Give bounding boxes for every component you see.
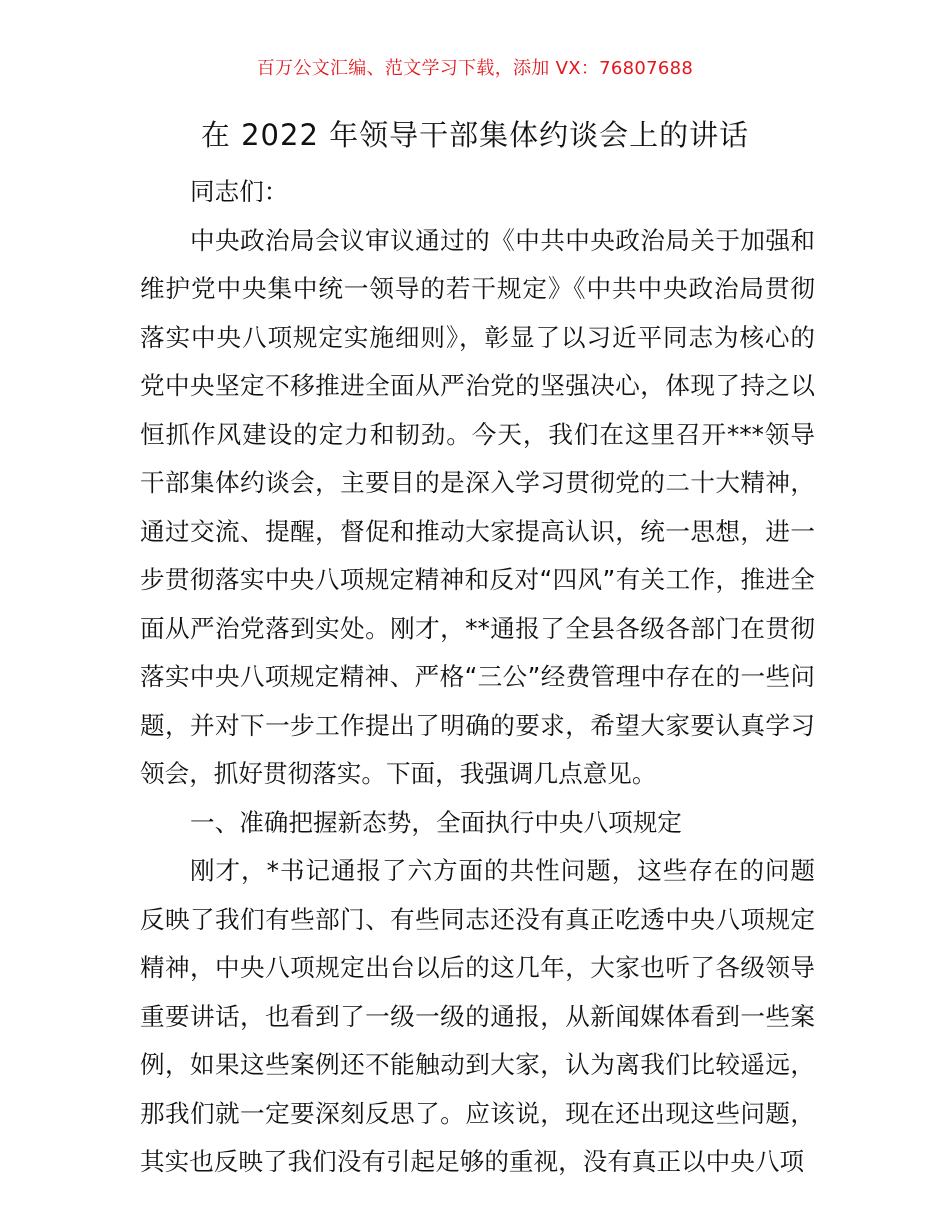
paragraph-intro: 中央政治局会议审议通过的《中共中央政治局关于加强和维护党中央集中统一领导的若干规定》《中共中央政治局贯彻落实中央八项规定实施细则》，彰显了以习近平同志为核心的党中央坚定不移推进全面从严治党的坚强决心，体现了持之以恒抓作风建设的定力和韧劲。今天，我们在这里召开***领导干部集体约谈会，主要目的是深入学习贯彻党的二十大精神，通过交流、提醒，督促和推动大家提高认识，统一思想，进一步贯彻落实中央八项规定精神和反对“四风”有关工作，推进全面从严治党落到实处。刚才，**通报了全县各级各部门在贯彻落实中央八项规定精神、严格“三公”经费管理中存在的一些问题，并对下一步工作提出了明确的要求，希望大家要认真学习领会，抓好贯彻落实。下面，我强调几点意见。 [140, 225, 816, 788]
document-body [140, 168, 815, 1187]
section-heading: 一、准确把握新态势，全面执行中央八项规定 [190, 807, 682, 837]
document-title: 在 2022 年领导干部集体约谈会上的讲话 [200, 118, 750, 152]
paragraph-section-1: 刚才，*书记通报了六方面的共性问题，这些存在的问题反映了我们有些部门、有些同志还没有真正吃透中央八项规定精神，中央八项规定出台以后的这几年，大家也听了各级领导重要讲话，也看到了一级一级的通报，从新闻媒体看到一些案例，如果这些案例还不能触动到大家，认为离我们比较遥远，那我们就一定要深刻反思了。应该说，现在还出现这些问题，其实也反映了我们没有引起足够的重视，没有真正以中央八项 [140, 856, 815, 1176]
watermark-banner: 百万公文汇编、范文学习下载，添加 VX：76807688 [256, 58, 694, 79]
salutation: 同志们： [190, 177, 289, 206]
